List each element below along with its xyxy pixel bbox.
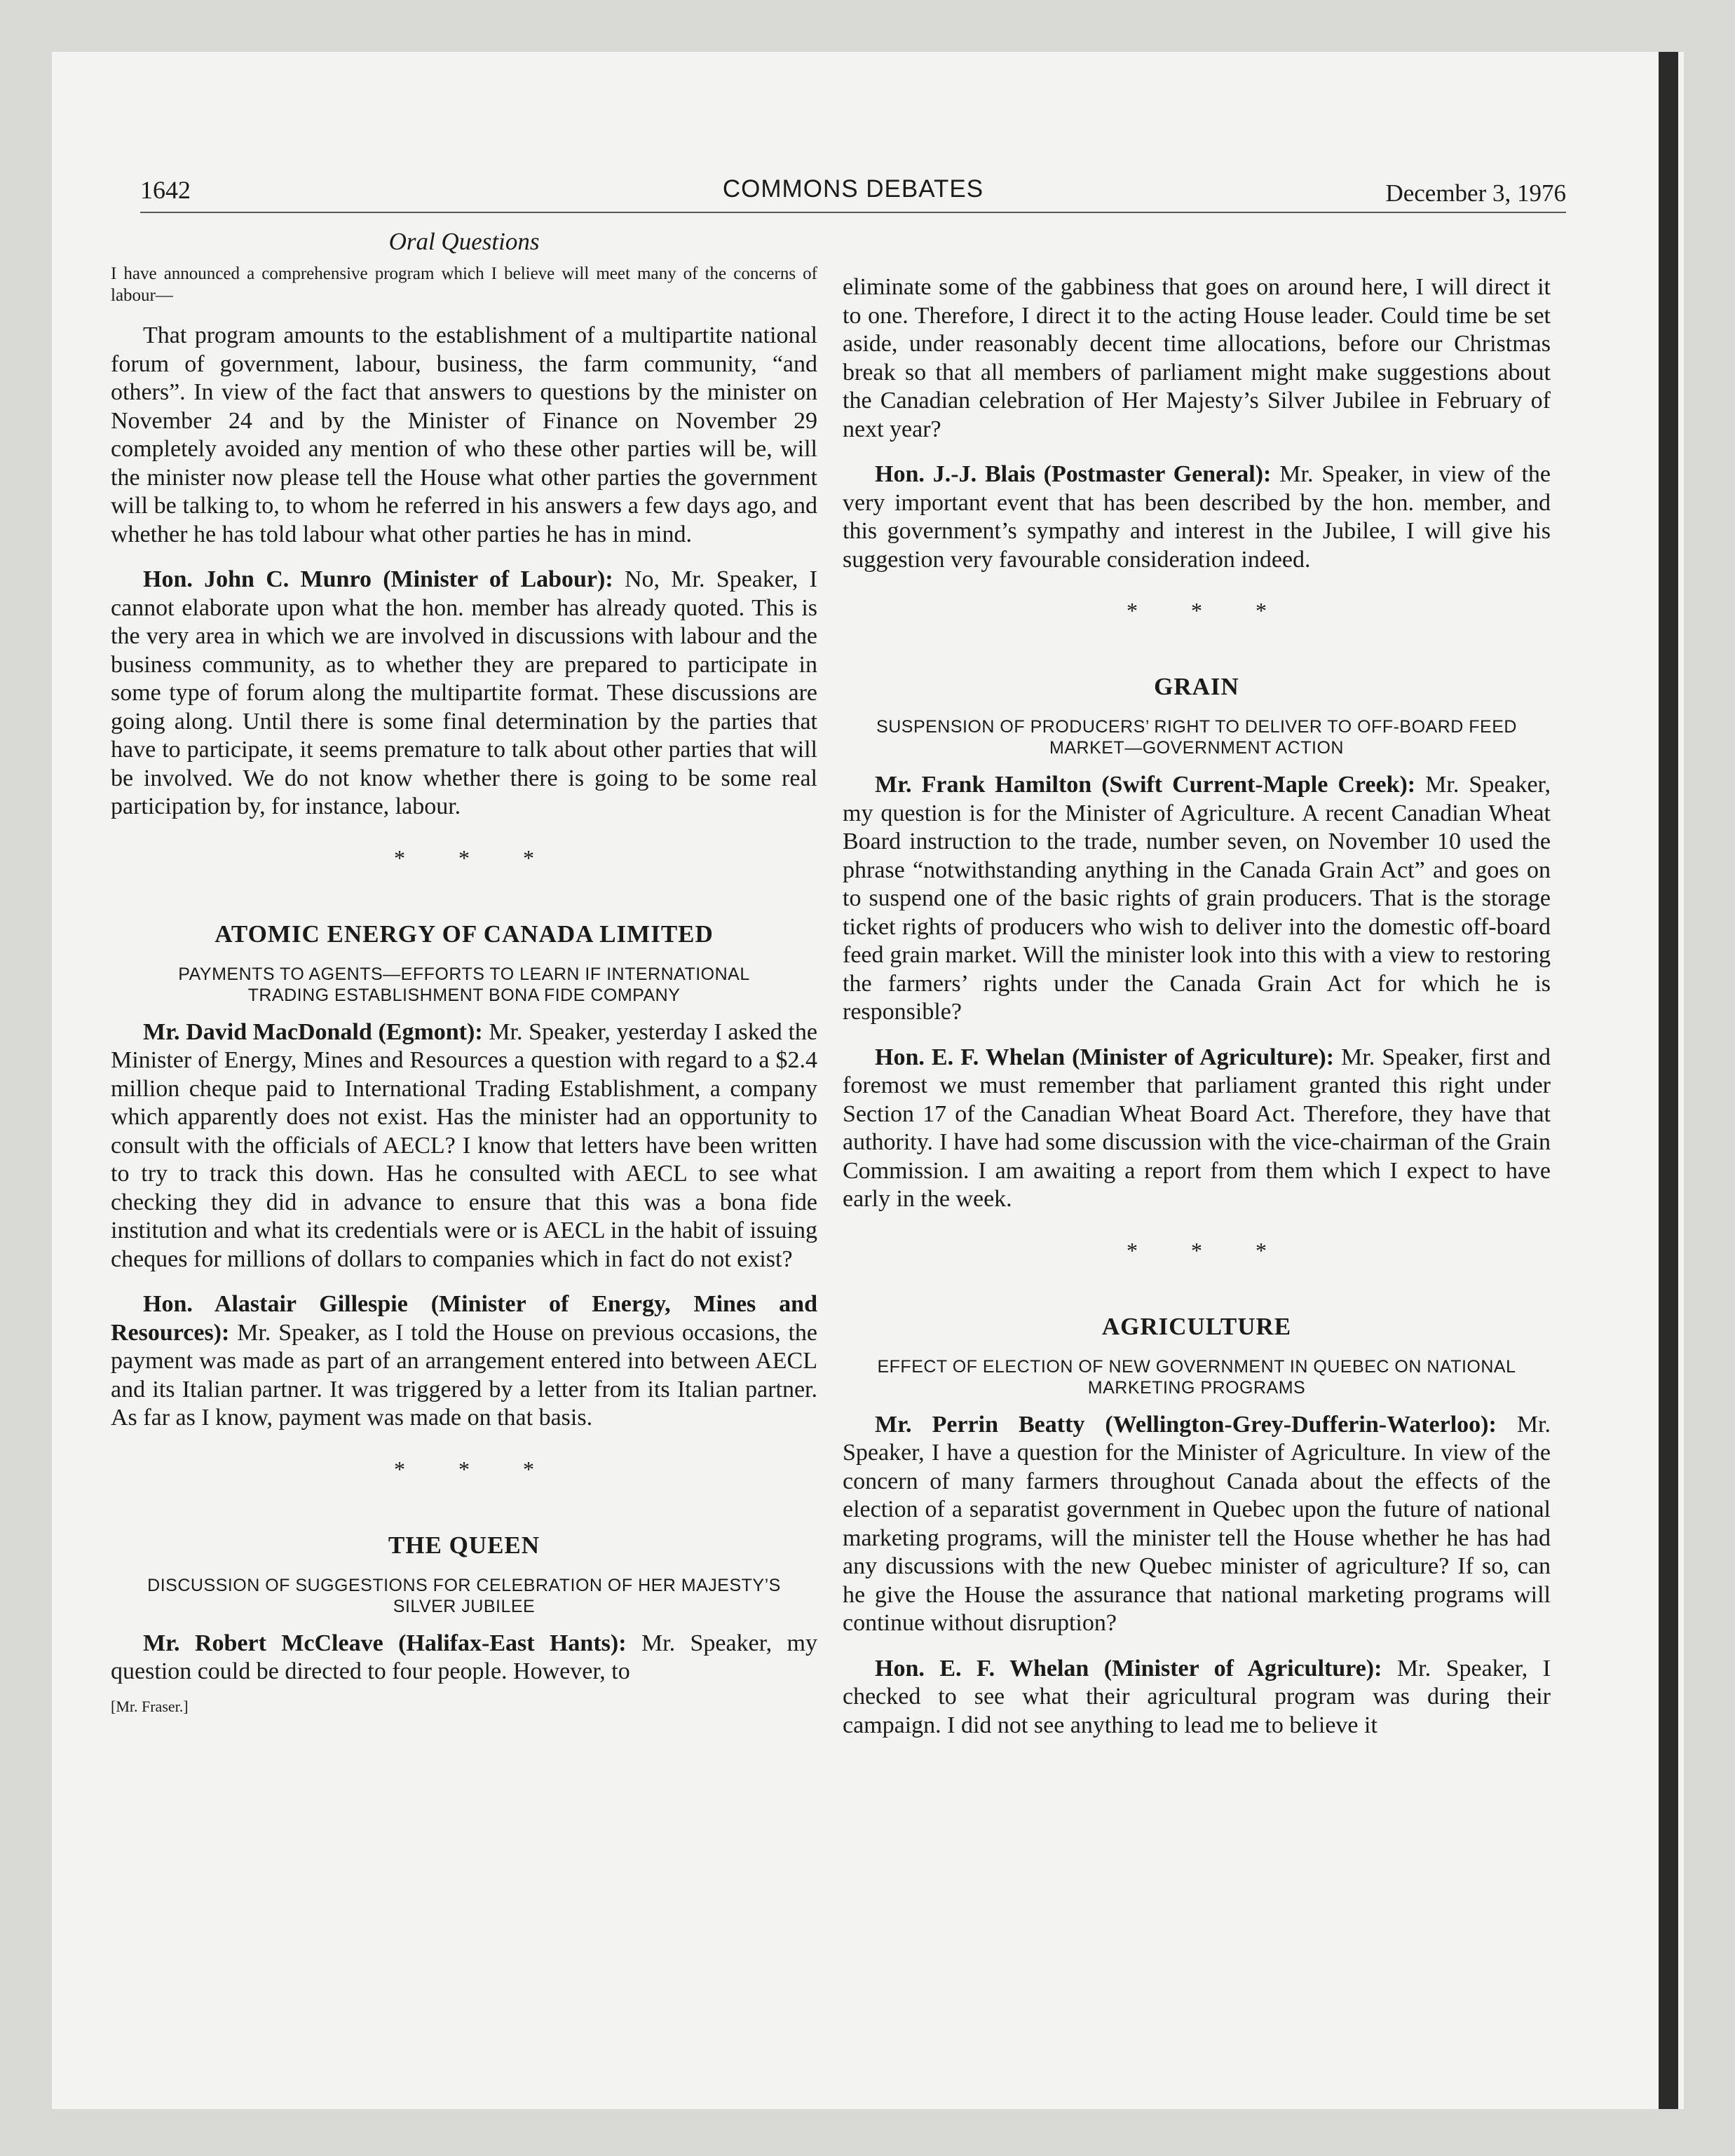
speaker-name: Hon. J.-J. Blais (Postmaster General): <box>875 461 1272 487</box>
paragraph <box>111 1630 817 1686</box>
speaker-name: Mr. Perrin Beatty (Wellington-Grey-Dufferin-Waterloo): <box>875 1411 1497 1438</box>
left-column <box>111 228 817 1716</box>
speech-text: Mr. Speaker, yesterday I asked the Minister of Energy, Mines and Resources a question with regard to a $2.4 million cheque paid to International Trading Establishment, a company which apparently does not exist. Has the minister had an opportunity to consult with the officials of AECL? I know that letters have been written to try to track this down. Has he consulted with AECL to see what checking they did in advance to ensure that this was a bona fide institution and what its credentials were or is AECL in the habit of issuing cheques for millions of dollars to companies which in fact do not exist? <box>111 1018 817 1272</box>
speech-text: Mr. Speaker, I have a question for the Minister of Agriculture. In view of the concern of many farmers throughout Canada about the effects of the election of a separatist government in Quebec upon the future of national marketing programs, will the minister tell the House whether he has had any discussions with the new Quebec minister of agriculture? If so, can he give the House the assurance that national marketing programs will continue without disruption? <box>843 1411 1551 1636</box>
section-subheading: EFFECT OF ELECTION OF NEW GOVERNMENT IN QUEBEC ON NATIONAL MARKETING PROGRAMS <box>877 1356 1516 1398</box>
speech-text: Mr. Speaker, as I told the House on previous occasions, the payment was made as part of an arrangement entered into between AECL and its Italian partner. It was triggered by a letter from its Italian partner. As far as I know, payment was made on that basis. <box>111 1319 817 1431</box>
section-subheading: PAYMENTS TO AGENTS—EFFORTS TO LEARN IF INTERNATIONAL TRADING ESTABLISHMENT BONA FIDE COMPANY <box>178 964 750 1005</box>
speaker-name: Hon. Alastair Gillespie (Minister of Energy, Mines and Resources): <box>111 1291 817 1346</box>
speech-text: Mr. Speaker, first and foremost we must remember that parliament granted this right under Section 17 of the Canadian Wheat Board Act. Therefore, they have that authority. I have had some discussion with the vice-chairman of the Grain Commission. I am awaiting a report from them which I expect to have early in the week. <box>843 1044 1551 1212</box>
page-header <box>140 175 1566 213</box>
publication-date: December 3, 1976 <box>1385 179 1566 207</box>
page-edge-shadow <box>1659 52 1678 2109</box>
section-heading: ATOMIC ENERGY OF CANADA LIMITED <box>215 920 714 948</box>
speaker-note: [Mr. Fraser.] <box>111 1697 189 1715</box>
right-column <box>843 273 1551 1756</box>
paragraph <box>843 1411 1551 1638</box>
section-heading: GRAIN <box>1154 673 1239 700</box>
section-heading: AGRICULTURE <box>1101 1312 1292 1340</box>
speech-text: Mr. Speaker, in view of the very important event that has been described by the hon. member, and this government’s sympathy and interest in the Jubilee, I will give his suggestion very favourable consideration indeed. <box>843 461 1551 573</box>
section-separator: * * * <box>394 1456 558 1482</box>
paragraph <box>111 1290 817 1433</box>
speech-text: Mr. Speaker, I checked to see what their agricultural program was during their campaign. I did not see anything to lead me to believe it <box>843 1655 1551 1738</box>
paragraph: That program amounts to the establishment of a multipartite national forum of government, labour, business, the farm community, “and others”. In view of the fact that answers to questions by the minister on November 24 and by the Minister of Finance on November 29 completely avoided any mention of who these other parties will be, will the minister now please tell the House what other parties the government will be talking to, to whom he referred in his answers a few days ago, and whether he has told labour what other parties he has in mind. <box>111 322 817 547</box>
paragraph <box>111 1018 817 1274</box>
speaker-name: Hon. E. F. Whelan (Minister of Agriculture): <box>875 1655 1382 1681</box>
section-heading: THE QUEEN <box>388 1531 540 1559</box>
page-number: 1642 <box>140 176 191 204</box>
paragraph <box>843 460 1551 574</box>
publication-title: COMMONS DEBATES <box>722 175 984 203</box>
paragraph <box>843 1655 1551 1740</box>
paragraph <box>843 1044 1551 1214</box>
speaker-name: Mr. Frank Hamilton (Swift Current-Maple Creek): <box>875 772 1416 798</box>
speech-text: Mr. Speaker, my question is for the Minister of Agriculture. A recent Canadian Wheat Board instruction to the trade, number seven, on November 10 used the phrase “notwithstanding anything in the Canada Grain Act” and goes on to suspend one of the basic rights of grain producers. That is the storage ticket rights of producers who wish to deliver into the domestic off-board feed grain market. Will the minister look into this with a view to restoring the farmers’ rights under the Canada Grain Act for which he is responsible? <box>843 772 1551 1025</box>
section-subheading: DISCUSSION OF SUGGESTIONS FOR CELEBRATION OF HER MAJESTY’S SILVER JUBILEE <box>147 1575 781 1616</box>
speech-text: Mr. Speaker, my question could be directed to four people. However, to <box>111 1630 817 1684</box>
section-separator: * * * <box>1127 1237 1291 1263</box>
section-separator: * * * <box>1127 598 1291 623</box>
quoted-text: I have announced a comprehensive program which I believe will meet many of the concerns of labour— <box>111 264 817 305</box>
speaker-name: Hon. John C. Munro (Minister of Labour): <box>143 566 613 592</box>
speaker-name: Mr. Robert McCleave (Halifax-East Hants): <box>143 1630 627 1656</box>
section-label: Oral Questions <box>388 228 540 255</box>
paragraph <box>843 771 1551 1027</box>
paragraph: eliminate some of the gabbiness that goes on around here, I will direct it to one. Therefore, I direct it to the acting House leader. Could time be set aside, under reasonably decent time allocations, before our Christmas break so that all members of parliament might make suggestions about the Canadian celebration of Her Majesty’s Silver Jubilee in February of next year? <box>843 274 1551 442</box>
paragraph <box>111 566 817 821</box>
speaker-name: Mr. David MacDonald (Egmont): <box>143 1018 483 1045</box>
section-separator: * * * <box>394 845 558 871</box>
section-subheading: SUSPENSION OF PRODUCERS’ RIGHT TO DELIVER TO OFF-BOARD FEED MARKET—GOVERNMENT ACTION <box>876 717 1517 758</box>
speech-text: No, Mr. Speaker, I cannot elaborate upon what the hon. member has already quoted. This is the very area in which we are involved in discussions with labour and the business community, as to whether they are prepared to participate in some type of forum along the multipartite format. These discussions are going along. Until there is some final determination by the parties that have to participate, it seems premature to talk about other parties that will be involved. We do not know whether there is going to be some real participation by, for instance, labour. <box>111 566 817 819</box>
speaker-name: Hon. E. F. Whelan (Minister of Agriculture): <box>875 1044 1335 1070</box>
